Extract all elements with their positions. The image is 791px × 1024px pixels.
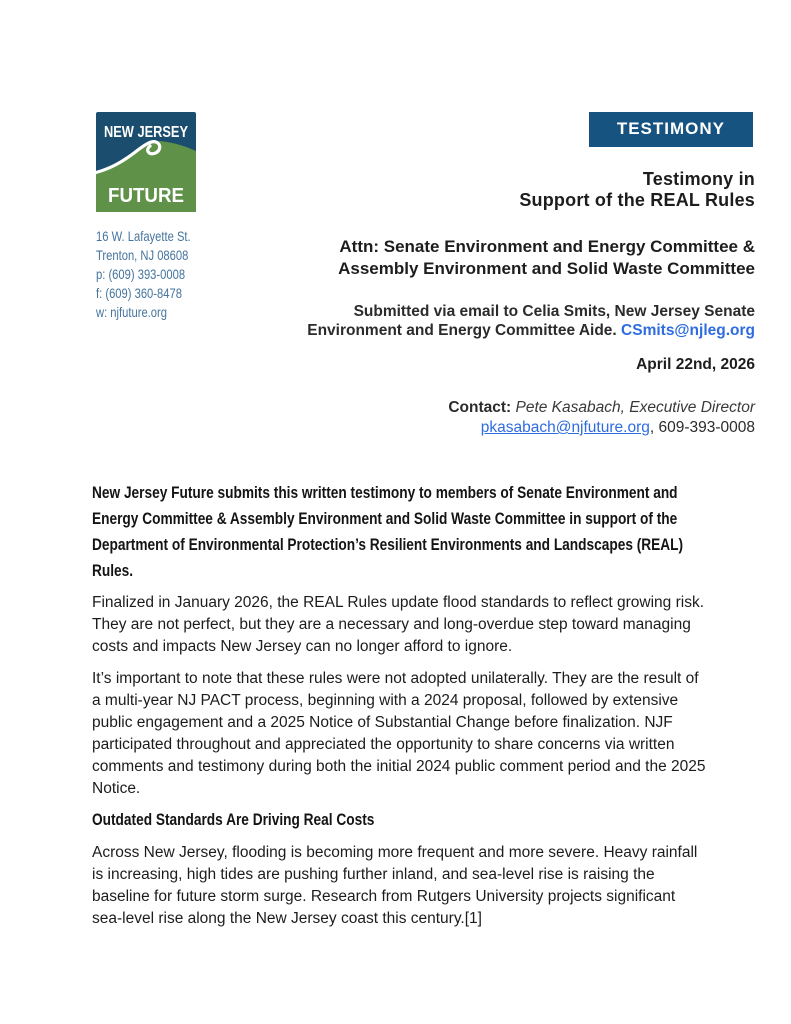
address-block xyxy=(96,227,240,322)
testimony-badge: TESTIMONY xyxy=(589,112,753,147)
njfuture-logo xyxy=(96,112,196,212)
attn-heading xyxy=(338,236,755,280)
section-heading-outdated-standards: Outdated Standards Are Driving Real Costs xyxy=(92,810,375,829)
njfuture-logo-graphic xyxy=(96,112,196,212)
address-city: Trenton, NJ 08608 xyxy=(96,247,189,263)
contact-line2 xyxy=(448,418,755,438)
submitted-line1: Submitted via email to Celia Smits, New Jersey Senate xyxy=(353,303,755,320)
document-title-line1: Testimony in xyxy=(642,169,755,189)
attn-line2: Assembly Environment and Solid Waste Committee xyxy=(338,259,755,278)
date-line: April 22nd, 2026 xyxy=(636,356,755,373)
paragraph-flooding: Across New Jersey, flooding is becoming more frequent and more severe. Heavy rainfall is increasing, high tides are pushing further inland, and sea-level rise is raising the baseline for future storm surge. Research from Rutgers University projects significant sea-level rise along the New Jersey coast this century.[1] xyxy=(92,844,698,927)
contact-email-link[interactable]: pkasabach@njfuture.org xyxy=(480,419,650,436)
submitted-block xyxy=(307,302,755,340)
address-website: w: njfuture.org xyxy=(96,304,167,320)
attn-line1: Attn: Senate Environment and Energy Committee & xyxy=(339,237,755,256)
logo-text-new-jersey: NEW JERSEY xyxy=(104,124,189,141)
paragraph-finalized: Finalized in January 2026, the REAL Rules update flood standards to reflect growing risk. They are not perfect, but they are a necessary and long-overdue step toward managing costs and impacts New Jersey can no longer afford to ignore. xyxy=(92,594,705,655)
body-content xyxy=(92,480,708,930)
paragraph-process: It’s important to note that these rules were not adopted unilaterally. They are the result of a multi-year NJ PACT process, beginning with a 2024 proposal, followed by extensive public engagement and a 2025 Notice of Substantial Change before finalization. NJF participated throughout and appreciated the opportunity to share concerns via written comments and testimony during both the initial 2024 public comment period and the 2025 Notice. xyxy=(92,670,706,797)
address-phone: p: (609) 393-0008 xyxy=(96,266,186,282)
committee-aide-email-link[interactable]: CSmits@njleg.org xyxy=(621,322,755,339)
paragraph-intro: New Jersey Future submits this written testimony to members of Senate Environment and Energy Committee & Assembly Environment and Solid Waste Committee in support of the Department of Environmental Protection’s Resilient Environments and Landscapes (REAL) Rules. xyxy=(92,483,684,580)
address-street: 16 W. Lafayette St. xyxy=(96,228,191,244)
address-fax: f: (609) 360-8478 xyxy=(96,285,182,301)
document-title-line2: Support of the REAL Rules xyxy=(519,190,755,210)
contact-phone: , 609-393-0008 xyxy=(649,419,755,436)
contact-name: Pete Kasabach, Executive Director xyxy=(515,399,755,416)
logo-text-future: FUTURE xyxy=(108,184,184,207)
contact-block xyxy=(448,398,755,438)
contact-label: Contact: xyxy=(448,399,516,416)
contact-line1 xyxy=(448,398,755,418)
submitted-line2 xyxy=(307,321,755,340)
submitted-line2-text: Environment and Energy Committee Aide. xyxy=(307,322,622,339)
document-title xyxy=(519,169,755,211)
